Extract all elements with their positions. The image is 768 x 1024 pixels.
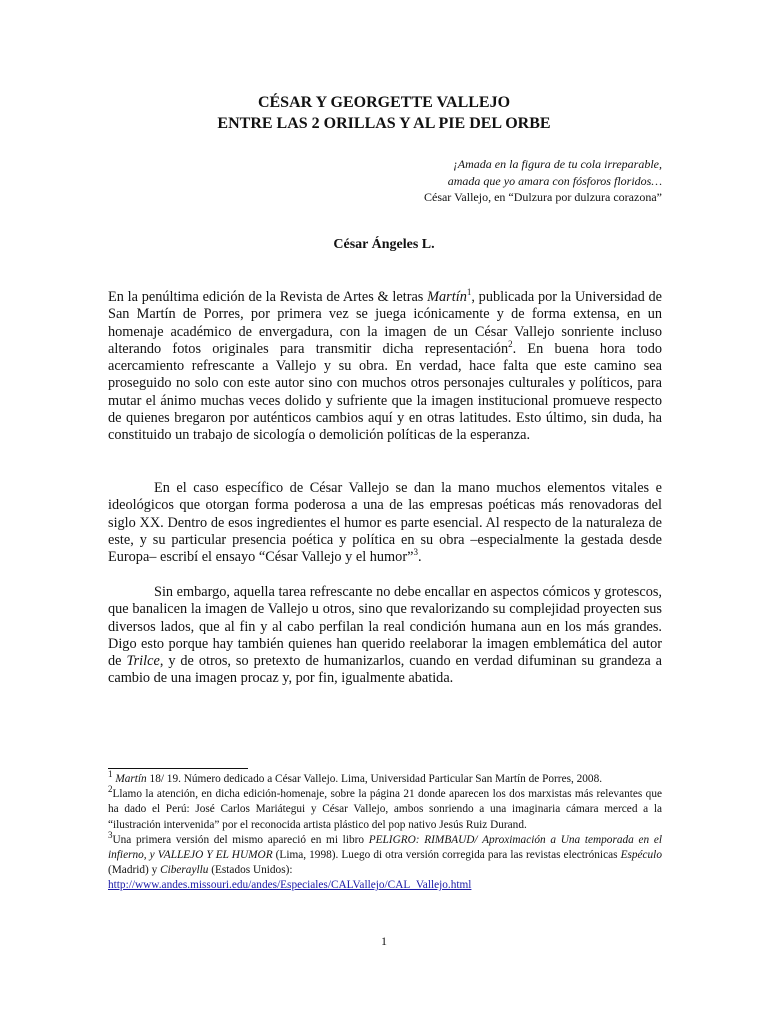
footnote-3-magazine-2: Ciberayllu [160, 864, 209, 877]
footnote-2 [108, 784, 662, 833]
footnote-3-magazine-1: Espéculo [620, 849, 662, 862]
paragraph-3-text-b: , y de otros, so pretexto de humanizarlos, cuando en verdad difuminan su grandeza a cambio de una imagen procaz y, por fin, igualmente abatida. [108, 653, 662, 687]
paragraph-1-text-b: , publicada por la Universidad de San Martín de Porres, por primera vez se juega icónicamente y de forma extensa, en un homenaje académico de envergadura, con la imagen de un César Vallejo sonriente incluso alterando fotos originales para transmitir dicha representación [108, 289, 662, 357]
footnote-ref-2[interactable]: 2 [508, 339, 513, 350]
paragraph-2-text-a: En el caso específico de César Vallejo se dan la mano muchos elementos vitales e ideológicos que otorgan forma poderosa a una de las empresas poéticas más renovadoras del siglo XX. Dentro de esos ingredientes el humor es parte esencial. Al respecto de la naturaleza de este, y su particular presencia poética y política en su obra –especialmente la gestada desde Europa– escribí el ensayo “César Vallejo y el humor” [108, 480, 662, 566]
book-title-trilce: Trilce [126, 653, 160, 670]
footnote-1 [108, 769, 662, 787]
magazine-title: Martín [427, 289, 467, 305]
footnote-1-italic: Martín [115, 773, 147, 785]
paragraph-3 [108, 584, 662, 688]
author-name: César Ángeles L. [333, 237, 435, 252]
paragraph-3-text-a: Sin embargo, aquella tarea refrescante no debe encallar en aspectos cómicos y grotescos, que banalicen la imagen de Vallejo u otros, sino que revalorizando su complejidad proyecten sus diversos lados, que al fin y al cabo perfilan la real condición humana aun en los más grandes. Digo esto porque hay también quienes han querido reelaborar la imagen emblemática del autor de [108, 584, 662, 670]
epigraph-line-1: ¡Amada en la figura de tu cola irreparable, [453, 157, 662, 171]
footnote-3-text-a: Una primera versión del mismo apareció en mi libro [112, 833, 369, 846]
footnote-1-number: 1 [108, 769, 113, 780]
footnote-3 [108, 830, 663, 894]
footnote-3-number: 3 [108, 830, 113, 841]
footnote-1-text: 18/ 19. Número dedicado a César Vallejo. Lima, Universidad Particular San Martín de Porres, 2008. [146, 773, 603, 785]
paragraph-1-text-a: En la penúltima edición de la Revista de Artes & letras [108, 289, 428, 305]
footnote-separator [108, 768, 248, 769]
footnotes [108, 769, 663, 894]
footnote-3-text-c: (Madrid) y [108, 864, 161, 877]
document-title [0, 92, 768, 134]
paragraph-2-text-b: . [417, 549, 422, 566]
epigraph-attribution: César Vallejo, en “Dulzura por dulzura corazona” [423, 190, 662, 204]
epigraph [424, 156, 662, 206]
footnote-2-text: Llamo la atención, en dicha edición-homenaje, sobre la página 21 donde aparecen los dos marxistas más relevantes que ha dado el Perú: José Carlos Mariátegui y César Vallejo, ambos sonriendo a una imaginaria cámara merced a la “ilustración intervenida” por el reconocida artista plástico del pop nativo Jesús Ruiz Durand. [108, 788, 662, 831]
footnote-3-text-b: (Lima, 1998). Luego di otra versión corregida para las revistas electrónicas [272, 849, 621, 862]
footnote-ref-1[interactable]: 1 [466, 287, 472, 298]
footnote-ref-3[interactable]: 3 [413, 547, 418, 558]
footnote-3-book-title: PELIGRO: RIMBAUD/ Aproximación a Una temporada en el infierno, y VALLEJO Y EL HUMOR [108, 833, 663, 862]
paragraph-1 [108, 289, 662, 445]
paragraph-2 [108, 480, 662, 566]
paragraph-1-text-c: . En buena hora todo acercamiento refrescante a Vallejo y su obra. En verdad, hace falta que este camino sea proseguido no solo con este autor sino con muchos otros personajes culturales y políticos, para mutar el ánimo muchas veces dolido y sufriente que la imagen institucional promueve respecto de quienes bregaron por auténticos cambios aquí y en otras latitudes. Esto último, sin duda, ha constituido un trabajo de sicología o demolición políticas de la esperanza. [108, 340, 662, 444]
title-line-1: CÉSAR Y GEORGETTE VALLEJO [257, 94, 511, 111]
footnote-3-text-d: (Estados Unidos): [208, 864, 293, 877]
footnote-3-link[interactable]: http://www.andes.missouri.edu/andes/Especiales/CALVallejo/CAL_Vallejo.html [108, 879, 472, 892]
epigraph-line-2: amada que yo amara con fósforos floridos… [447, 173, 662, 188]
title-line-2: ENTRE LAS 2 ORILLAS Y AL PIE DEL ORBE [217, 115, 551, 132]
footnote-2-number: 2 [108, 784, 113, 795]
page-number: 1 [381, 934, 387, 948]
